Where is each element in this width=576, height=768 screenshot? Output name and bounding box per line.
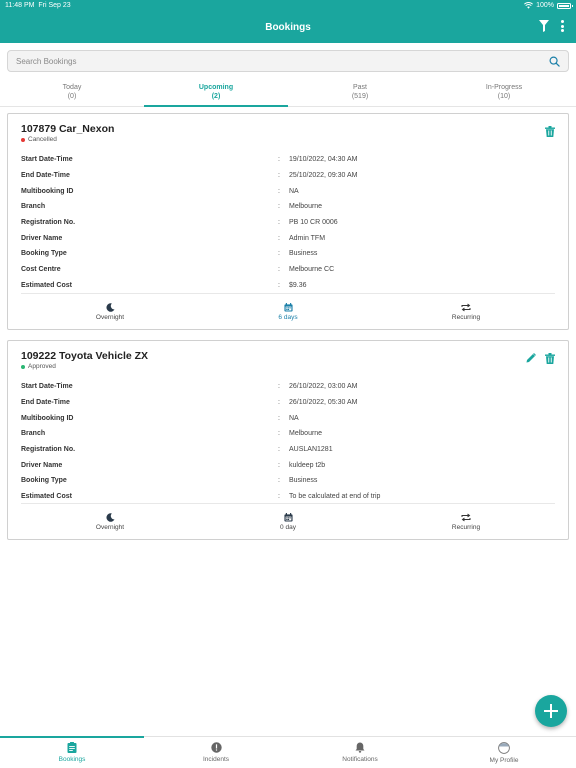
detail-value: 26/10/2022, 05:30 AM (289, 399, 358, 407)
booking-title: 109222 Toyota Vehicle ZX (21, 350, 149, 362)
detail-label: Multibooking ID (21, 187, 74, 195)
booking-card[interactable] (7, 340, 569, 540)
wifi-icon (524, 2, 533, 9)
alert-icon (211, 742, 222, 753)
detail-label: End Date-Time (21, 172, 70, 180)
detail-value: NA (289, 414, 299, 422)
detail-value: NA (289, 187, 299, 195)
title-bar (0, 11, 576, 43)
booking-card-header (8, 341, 568, 370)
detail-label: Booking Type (21, 477, 67, 485)
delete-icon[interactable] (545, 353, 555, 364)
detail-row (21, 230, 555, 246)
detail-value: 19/10/2022, 04:30 AM (289, 156, 358, 164)
status-date: Fri Sep 23 (38, 2, 71, 9)
booking-card-footer (21, 293, 555, 329)
booking-actions (545, 126, 555, 137)
detail-row (21, 426, 555, 442)
detail-row (21, 183, 555, 199)
detail-value: Business (289, 477, 318, 485)
detail-label: Branch (21, 203, 46, 211)
detail-separator: : (278, 383, 280, 391)
detail-separator: : (278, 281, 280, 289)
detail-value: 26/10/2022, 03:00 AM (289, 383, 358, 391)
detail-row (21, 215, 555, 231)
tab-upcoming[interactable] (144, 80, 288, 106)
detail-separator: : (278, 430, 280, 438)
tab-today[interactable] (0, 80, 144, 106)
detail-value: Melbourne (289, 203, 323, 211)
detail-row (21, 395, 555, 411)
detail-separator: : (278, 219, 280, 227)
nav-incidents-label: Incidents (202, 756, 230, 763)
detail-row (21, 457, 555, 473)
detail-label: Cost Centre (21, 266, 61, 274)
overnight-indicator (21, 294, 199, 329)
duration-indicator (199, 504, 377, 539)
battery-percent: 100% (536, 2, 554, 9)
detail-label: End Date-Time (21, 399, 70, 407)
detail-row (21, 246, 555, 262)
detail-separator: : (278, 446, 280, 454)
status-dot-icon (21, 138, 25, 142)
detail-row (21, 168, 555, 184)
booking-details (8, 143, 568, 293)
search-icon[interactable] (549, 56, 560, 67)
search-input[interactable] (16, 57, 506, 66)
delete-icon[interactable] (545, 126, 555, 137)
detail-separator: : (278, 477, 280, 485)
tab-past-count: (519) (351, 93, 369, 100)
header-actions (539, 20, 564, 32)
bottom-navigation (0, 736, 576, 768)
detail-separator: : (278, 156, 280, 164)
booking-details (8, 370, 568, 505)
detail-label: Multibooking ID (21, 414, 74, 422)
search-container (0, 43, 576, 72)
status-label: Approved (28, 363, 56, 370)
detail-label: Start Date-Time (21, 383, 73, 391)
detail-label: Start Date-Time (21, 156, 73, 164)
detail-label: Driver Name (21, 234, 63, 242)
nav-incidents[interactable] (144, 737, 288, 768)
tab-in-progress-label: In-Progress (485, 84, 523, 91)
search-bar[interactable] (7, 50, 569, 72)
status-label: Cancelled (28, 136, 57, 143)
detail-separator: : (278, 461, 280, 469)
detail-label: Registration No. (21, 446, 76, 454)
nav-notifications-label: Notifications (342, 756, 378, 763)
tab-in-progress[interactable] (432, 80, 576, 106)
tab-today-label: Today (62, 84, 82, 91)
tab-upcoming-count: (2) (211, 93, 221, 100)
detail-separator: : (278, 203, 280, 211)
status-badge (21, 136, 555, 143)
status-bar (0, 0, 576, 11)
plus-icon (544, 704, 558, 718)
more-options-icon[interactable] (561, 20, 564, 32)
status-dot-icon (21, 365, 25, 369)
detail-label: Booking Type (21, 250, 67, 258)
detail-label: Estimated Cost (21, 493, 72, 501)
detail-row (21, 442, 555, 458)
nav-notifications[interactable] (288, 737, 432, 768)
battery-icon (557, 3, 571, 9)
detail-value: $9.36 (289, 281, 307, 289)
add-booking-button[interactable] (535, 695, 567, 727)
tab-past[interactable] (288, 80, 432, 106)
nav-my-profile[interactable] (432, 737, 576, 768)
booking-tabs (0, 80, 576, 107)
detail-row (21, 410, 555, 426)
duration-label: 6 days (278, 313, 298, 321)
detail-separator: : (278, 414, 280, 422)
booking-card-footer (21, 503, 555, 539)
app-header (0, 0, 576, 43)
detail-row (21, 262, 555, 278)
detail-value: kuldeep t2b (289, 461, 326, 469)
detail-value: Admin TFM (289, 234, 326, 242)
filter-icon[interactable] (539, 20, 549, 32)
detail-separator: : (278, 493, 280, 501)
recurring-indicator (377, 294, 555, 329)
detail-value: PB 10 CR 0006 (289, 219, 338, 227)
moon-icon (106, 303, 115, 312)
detail-separator: : (278, 266, 280, 274)
detail-value: Business (289, 250, 318, 258)
profile-icon (498, 742, 510, 754)
detail-label: Estimated Cost (21, 281, 72, 289)
overnight-indicator (21, 504, 199, 539)
status-badge (21, 363, 555, 370)
bell-icon (355, 742, 365, 753)
tab-upcoming-label: Upcoming (198, 84, 234, 91)
status-time-date (5, 2, 71, 9)
booking-actions (526, 353, 555, 364)
recurring-indicator (377, 504, 555, 539)
recurring-label: Recurring (451, 313, 481, 321)
moon-icon (106, 513, 115, 522)
tab-past-label: Past (352, 84, 367, 91)
nav-bookings[interactable] (0, 737, 144, 768)
booking-title: 107879 Car_Nexon (21, 123, 115, 135)
detail-value: AUSLAN1281 (289, 446, 333, 454)
detail-label: Registration No. (21, 219, 76, 227)
detail-row (21, 278, 555, 294)
booking-card[interactable] (7, 113, 569, 330)
status-time: 11:48 PM (5, 2, 35, 9)
detail-value: Melbourne CC (289, 266, 335, 274)
duration-label: 0 day (280, 523, 296, 531)
repeat-icon (461, 303, 471, 312)
detail-row (21, 199, 555, 215)
duration-indicator (199, 294, 377, 329)
detail-separator: : (278, 187, 280, 195)
detail-separator: : (278, 250, 280, 258)
detail-separator: : (278, 234, 280, 242)
page-title: Bookings (265, 21, 311, 33)
nav-my-profile-label: My Profile (489, 756, 519, 764)
booking-card-header (8, 114, 568, 143)
detail-row (21, 379, 555, 395)
detail-row (21, 152, 555, 168)
detail-label: Driver Name (21, 461, 63, 469)
calendar-icon (284, 303, 293, 312)
overnight-label: Overnight (95, 523, 125, 531)
tab-today-count: (0) (67, 93, 77, 100)
calendar-icon (284, 513, 293, 522)
repeat-icon (461, 513, 471, 522)
detail-value: To be calculated at end of trip (289, 493, 381, 501)
tab-in-progress-count: (10) (497, 93, 511, 100)
edit-icon[interactable] (526, 353, 536, 363)
detail-separator: : (278, 172, 280, 180)
detail-separator: : (278, 399, 280, 407)
detail-value: 25/10/2022, 09:30 AM (289, 172, 358, 180)
detail-label: Branch (21, 430, 46, 438)
detail-row (21, 473, 555, 489)
detail-value: Melbourne (289, 430, 323, 438)
nav-bookings-label: Bookings (58, 756, 86, 763)
status-right (524, 2, 571, 9)
clipboard-icon (67, 742, 77, 753)
overnight-label: Overnight (95, 313, 125, 321)
recurring-label: Recurring (451, 523, 481, 531)
